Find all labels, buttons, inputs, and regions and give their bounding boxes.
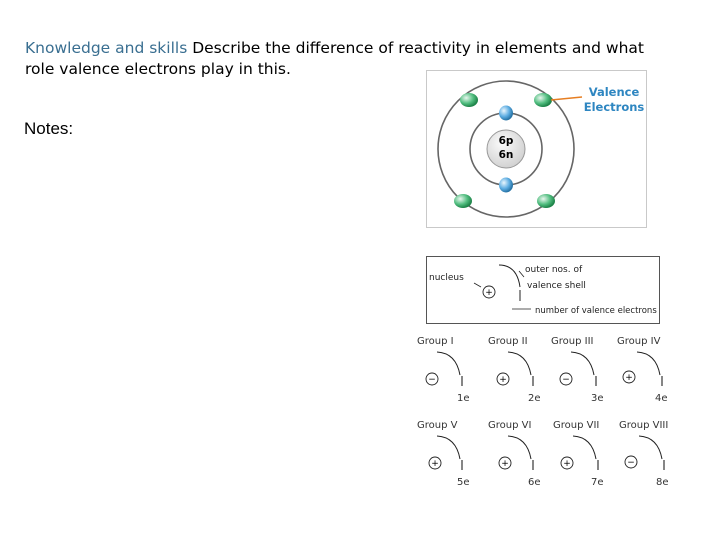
callout-electrons: Electrons: [583, 100, 645, 114]
group-charge: +: [499, 375, 507, 385]
legend-nucleus-charge: +: [485, 288, 493, 298]
valence-electron: [454, 194, 472, 208]
valence-electron: [537, 194, 555, 208]
legend-shell-arc: [499, 265, 520, 287]
group-electron-count: 1e: [457, 393, 470, 404]
group-name: Group IV: [617, 336, 661, 347]
legend-shell-pointer: [519, 271, 524, 277]
group-name: Group III: [551, 336, 594, 347]
group-name: Group II: [488, 336, 528, 347]
groups-svg: [410, 330, 685, 492]
atom-diagram-svg: [427, 71, 646, 227]
group-electron-count: 6e: [528, 477, 541, 488]
legend-svg: [427, 257, 659, 323]
group-cell: [417, 336, 470, 404]
group-electron-count: 3e: [591, 393, 604, 404]
group-shell-arc: [639, 436, 662, 459]
group-electron-count: 8e: [656, 477, 669, 488]
group-charge: −: [627, 458, 635, 468]
legend-box: [426, 256, 660, 324]
nucleus-protons: 6p: [498, 135, 514, 147]
group-cell: [488, 336, 541, 404]
nucleus-neutrons: 6n: [498, 149, 514, 161]
group-shell-arc: [508, 436, 531, 459]
group-cell: [619, 420, 669, 488]
heading-keyword: Knowledge and skills: [25, 39, 188, 57]
group-charge: −: [562, 375, 570, 385]
group-cell: [551, 336, 604, 404]
group-charge: −: [428, 375, 436, 385]
group-electron-count: 4e: [655, 393, 668, 404]
group-cell: [488, 420, 541, 488]
inner-electron: [499, 106, 513, 121]
group-name: Group VI: [488, 420, 532, 431]
group-shell-arc: [508, 352, 531, 375]
group-cell: [553, 420, 604, 488]
group-electron-count: 2e: [528, 393, 541, 404]
group-shell-arc: [437, 352, 460, 375]
legend-outer-shell-1: outer nos. of: [525, 265, 583, 275]
notes-label: Notes:: [24, 119, 74, 138]
valence-electron: [534, 93, 552, 107]
group-name: Group I: [417, 336, 454, 347]
legend-number-valence: number of valence electrons: [535, 306, 657, 316]
group-cell: [417, 420, 470, 488]
group-electron-count: 7e: [591, 477, 604, 488]
group-charge: +: [625, 373, 633, 383]
inner-electron: [499, 178, 513, 193]
group-shell-arc: [637, 352, 660, 375]
group-shell-arc: [571, 352, 594, 375]
group-cell: [617, 336, 668, 404]
callout-line: [551, 97, 582, 100]
legend-outer-shell-2: valence shell: [527, 281, 586, 291]
group-shell-arc: [437, 436, 460, 459]
group-name: Group VIII: [619, 420, 669, 431]
valence-electron: [460, 93, 478, 107]
group-charge: +: [563, 459, 571, 469]
legend-nucleus: nucleus: [429, 273, 464, 283]
group-name: Group VII: [553, 420, 600, 431]
group-charge: +: [431, 459, 439, 469]
heading-text: Describe the difference of reactivity in elements and what role valence electrons play in this.: [25, 39, 644, 78]
group-electron-count: 5e: [457, 477, 470, 488]
legend-nucleus-pointer: [474, 283, 481, 287]
atom-diagram: [426, 70, 647, 228]
group-name: Group V: [417, 420, 458, 431]
groups-figure: [410, 330, 685, 492]
callout-valence: Valence: [588, 85, 640, 99]
group-charge: +: [501, 459, 509, 469]
group-shell-arc: [573, 436, 596, 459]
